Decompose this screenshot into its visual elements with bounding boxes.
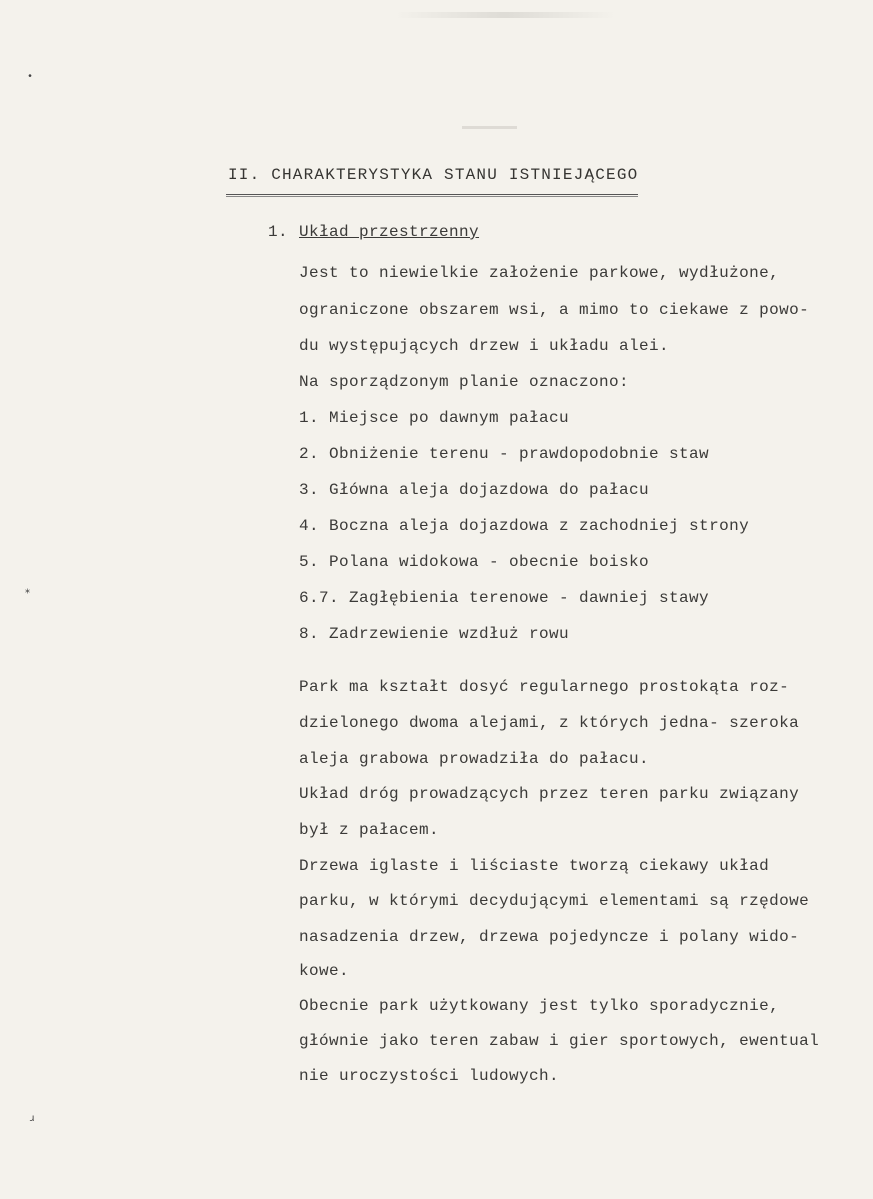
text-line: Jest to niewielkie założenie parkowe, wydłużone, (299, 264, 780, 282)
bleed-through-mark (462, 126, 517, 129)
subsection-title: Układ przestrzenny (299, 223, 480, 241)
text-line: kowe. (299, 962, 350, 980)
heading-underline (226, 194, 638, 197)
legend-item: 8. Zadrzewienie wzdłuż rowu (299, 625, 570, 643)
legend-item: 6.7. Zagłębienia terenowe - dawniej stawy (299, 589, 710, 607)
section-heading: II. CHARAKTERYSTYKA STANU ISTNIEJĄCEGO (228, 166, 639, 184)
text-line: parku, w którymi decydującymi elementami są rzędowe (299, 892, 810, 910)
punch-mark: ɹ (29, 1114, 36, 1125)
text-line: był z pałacem. (299, 821, 440, 839)
text-line: Na sporządzonym planie oznaczono: (299, 373, 630, 391)
text-line: aleja grabowa prowadziła do pałacu. (299, 750, 650, 768)
legend-item: 4. Boczna aleja dojazdowa z zachodniej strony (299, 517, 750, 535)
text-line: dzielonego dwoma alejami, z których jedna- szeroka (299, 714, 800, 732)
bleed-through-mark (395, 12, 615, 18)
text-line: Drzewa iglaste i liściaste tworzą ciekawy układ (299, 857, 770, 875)
legend-item: 3. Główna aleja dojazdowa do pałacu (299, 481, 650, 499)
legend-item: 5. Polana widokowa - obecnie boisko (299, 553, 650, 571)
punch-mark: ⁎ (25, 586, 31, 597)
legend-item: 1. Miejsce po dawnym pałacu (299, 409, 570, 427)
text-line: Obecnie park użytkowany jest tylko sporadycznie, (299, 997, 780, 1015)
punch-mark: • (27, 72, 34, 83)
text-line: Układ dróg prowadzących przez teren parku związany (299, 785, 800, 803)
legend-item: 2. Obniżenie terenu - prawdopodobnie staw (299, 445, 710, 463)
text-line: nie uroczystości ludowych. (299, 1067, 560, 1085)
text-line: ograniczone obszarem wsi, a mimo to ciekawe z powo- (299, 301, 810, 319)
text-line: głównie jako teren zabaw i gier sportowych, ewentual (299, 1032, 820, 1050)
text-line: du występujących drzew i układu alei. (299, 337, 670, 355)
text-line: Park ma kształt dosyć regularnego prostokąta roz- (299, 678, 790, 696)
text-line: nasadzenia drzew, drzewa pojedyncze i polany wido- (299, 928, 800, 946)
subsection-number: 1. (268, 223, 289, 241)
